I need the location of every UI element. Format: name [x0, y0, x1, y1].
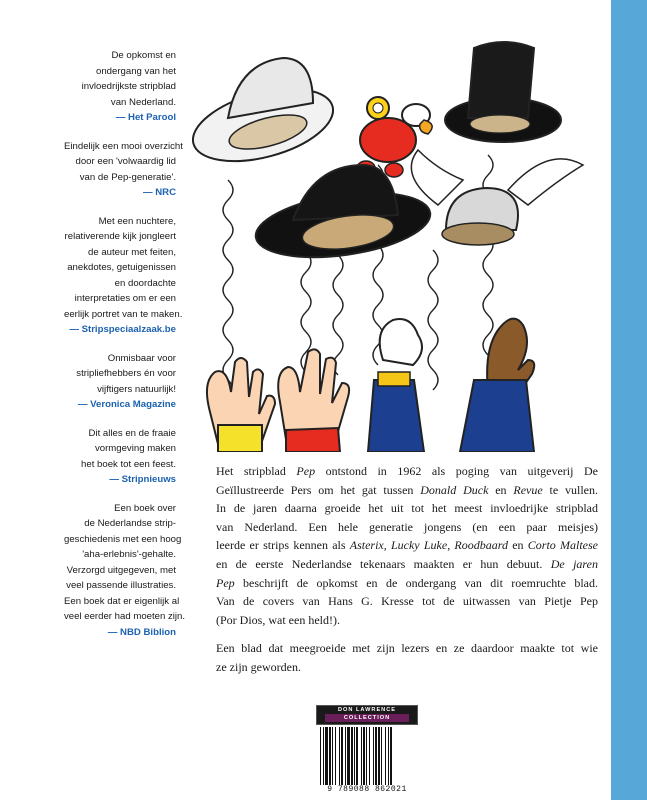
barcode-bar: [378, 727, 380, 785]
text-run: en: [488, 482, 514, 497]
quote-source: — Veronica Magazine: [77, 399, 176, 410]
quote-source: — NRC: [142, 187, 176, 198]
blurb-line: [216, 574, 598, 593]
barcode-bar: [369, 727, 370, 785]
quote-text-line: Eindelijk een mooi overzicht: [64, 140, 183, 152]
barcode-bar: [375, 727, 377, 785]
black-hat-center: [252, 165, 435, 267]
text-run: Geïllustreerde Pers om het gat tussen: [216, 482, 421, 497]
text-run: en: [507, 538, 528, 553]
quote-text-line: vormgeving maken: [94, 443, 176, 454]
quote-text-line: invloedrijkste stripblad: [81, 81, 176, 92]
quote-text-line: en doordachte: [114, 277, 176, 289]
text-run-italic: Revue: [513, 482, 543, 497]
quote-stripspeciaalzaak: [64, 214, 183, 338]
blurb-line: Een blad dat meegroeide met zijn lezers en ze daardoor maakte tot wie: [216, 641, 598, 656]
blurb-line: [216, 536, 598, 555]
quote-text-line: stripliefhebbers én voor: [76, 368, 176, 379]
text-run: en de eerste Nederlandse tekenaars maakten er hun debuut.: [216, 556, 551, 571]
blurb-paragraph-1: [216, 462, 598, 629]
blurb-line: van Nederland. Een hele generatie jongens (en een paar meisjes): [216, 519, 598, 534]
quote-text-line: Onmisbaar voor: [107, 352, 176, 364]
quote-text-line: veel eerder had moeten zijn.: [64, 611, 186, 622]
quote-source: — Het Parool: [115, 112, 176, 123]
barcode-bar: [351, 727, 353, 785]
blurb-paragraph-2: [216, 639, 598, 676]
text-run: beschrijft de opkomst en de ondergang van dit roemruchte blad.: [234, 575, 598, 590]
quote-text-line: veel passende illustraties.: [66, 580, 176, 591]
cover-illustration: [188, 20, 608, 452]
text-run: leerde er strips kennen als: [216, 538, 350, 553]
quote-source: — NBD Biblion: [107, 626, 176, 638]
quote-text-line: van Nederland.: [110, 96, 176, 108]
blurb-line: In de jaren daarna groeide het uit tot het meest invloedrijke stripblad: [216, 501, 598, 516]
blurb-line: ze zijn geworden.: [216, 659, 301, 674]
quote-text-line: de auteur met feiten,: [88, 246, 176, 258]
quote-text-line: van de Pep-generatie'.: [79, 171, 176, 183]
blurb-line: (Por Dios, wat een held!).: [216, 612, 340, 627]
barcode-bar: [363, 727, 365, 785]
blurb-line: Van de covers van Hans G. Kresse tot de uitwassen van Pietje Pep: [216, 594, 598, 609]
barcode-bar: [356, 727, 358, 785]
quote-text-line: het boek tot een feest.: [81, 458, 176, 470]
book-spine: [611, 0, 647, 800]
blurb-text: [216, 462, 598, 687]
quote-text-line: anekdotes, getuigenissen: [67, 262, 176, 273]
barcode-bar: [373, 727, 374, 785]
quote-text-line: relativerende kijk jongleert: [64, 231, 176, 242]
quote-text-line: De opkomst en: [111, 50, 176, 61]
blurb-line: [216, 555, 598, 574]
publisher-logo: [316, 705, 418, 725]
winged-helmet: [411, 150, 583, 245]
publisher-logo-line-1: DON LAWRENCE: [338, 707, 396, 713]
barcode-block: [316, 705, 418, 795]
barcode-bar: [347, 727, 350, 785]
quote-stripnieuws: [64, 426, 176, 488]
quote-text-line: vijftigers natuurlijk!: [97, 383, 176, 395]
quote-text-line: Met een nuchtere,: [98, 215, 176, 227]
barcode-bar: [345, 727, 346, 785]
barcode-bar: [341, 727, 343, 785]
quote-source: — Stripspeciaalzaak.be: [69, 324, 176, 335]
quote-nrc: [64, 139, 183, 201]
quote-veronica: [64, 351, 176, 413]
barcode-bar: [366, 727, 367, 785]
barcode-bar: [332, 727, 333, 785]
isbn-number: 9 789088 862021: [327, 785, 407, 794]
quote-nbd-biblion: [64, 501, 186, 641]
quote-text-line: Een boek dat er eigenlijk al: [64, 595, 180, 607]
quote-text-line: 'aha-erlebnis'-gehalte.: [82, 549, 176, 560]
text-run-italic: Asterix, Lucky Luke, Roodbaard: [349, 538, 508, 553]
quote-text-line: interpretaties om er een: [74, 293, 176, 304]
barcode-bar: [329, 727, 331, 785]
quote-het-parool: [64, 48, 176, 126]
barcode-bar: [354, 727, 355, 785]
quote-text-line: Een boek over: [114, 502, 176, 514]
quote-text-line: ondergang van het: [95, 65, 176, 77]
quote-text-line: geschiedenis met een hoog: [64, 533, 182, 545]
text-run: Het stripblad: [216, 464, 297, 478]
quote-text-line: door een 'volwaardig lid: [75, 156, 176, 167]
barcode-bar: [381, 727, 382, 785]
quote-text-line: eerlijk portret van te maken.: [64, 308, 183, 320]
blurb-line: [216, 462, 598, 481]
barcode-bar: [325, 727, 328, 785]
barcode-bars: [316, 727, 418, 785]
quote-text-line: Verzorgd uitgegeven, met: [66, 564, 176, 576]
review-quotes: [64, 48, 186, 653]
barcode-bar: [335, 727, 336, 785]
text-run: ontstond in 1962 als poging van uitgeverij De: [315, 464, 599, 478]
text-run-italic: Donald Duck: [420, 482, 489, 497]
barcode-bar: [390, 727, 392, 785]
quote-source: — Stripnieuws: [109, 474, 176, 485]
text-run-italic: Pep: [296, 464, 316, 478]
barcode-bar: [361, 727, 362, 785]
text-run-italic: De jaren: [550, 556, 598, 571]
top-hat-black: [445, 42, 561, 142]
barcode-bar: [320, 727, 321, 785]
barcode-bar: [388, 727, 389, 785]
publisher-logo-line-2: COLLECTION: [325, 714, 409, 722]
quote-text-line: Dit alles en de fraaie: [88, 427, 176, 439]
text-run-italic: Corto Maltese: [527, 538, 599, 553]
barcode-bar: [323, 727, 324, 785]
quote-text-line: de Nederlandse strip-: [84, 518, 176, 529]
text-run: te vullen.: [542, 482, 599, 497]
barcode-bar: [385, 727, 386, 785]
cowboy-hat-white: [188, 58, 341, 175]
blurb-line: [216, 481, 598, 500]
barcode-bar: [339, 727, 340, 785]
text-run-italic: Pep: [216, 575, 235, 590]
